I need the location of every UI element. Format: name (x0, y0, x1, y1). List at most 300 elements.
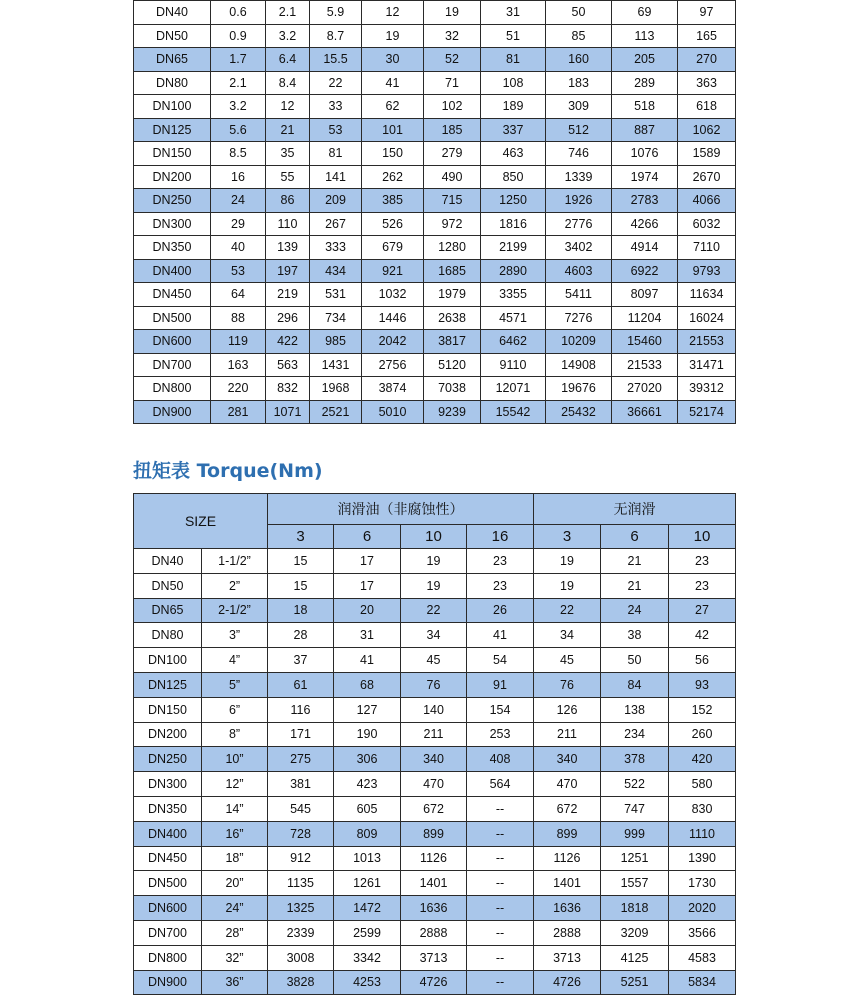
size-cell: DN400 (134, 821, 202, 846)
torque-value-cell: 3566 (669, 920, 736, 945)
torque-value-cell: 28 (268, 623, 334, 648)
torque-value-cell: -- (467, 871, 534, 896)
torque-value-cell: -- (467, 796, 534, 821)
value-cell: 33 (310, 95, 362, 119)
value-cell: 531 (310, 283, 362, 307)
torque-value-cell: 54 (467, 648, 534, 673)
torque-value-cell: 1636 (401, 896, 467, 921)
torque-value-cell: 1135 (268, 871, 334, 896)
inch-size-cell: 2-1/2” (202, 598, 268, 623)
table-row (134, 549, 736, 574)
table-row (134, 896, 736, 921)
size-cell: DN200 (134, 722, 202, 747)
torque-value-cell: 211 (401, 722, 467, 747)
torque-value-cell: 34 (534, 623, 601, 648)
value-cell: 41 (362, 71, 424, 95)
torque-value-cell: 23 (669, 549, 736, 574)
table-row (134, 796, 736, 821)
size-cell: DN500 (134, 306, 211, 330)
value-cell: 3402 (546, 236, 612, 260)
torque-value-cell: 564 (467, 772, 534, 797)
value-cell: 6032 (678, 212, 736, 236)
torque-value-cell: -- (467, 970, 534, 995)
value-cell: 5411 (546, 283, 612, 307)
torque-value-cell: 3828 (268, 970, 334, 995)
size-cell: DN100 (134, 648, 202, 673)
value-cell: 14908 (546, 353, 612, 377)
torque-value-cell: 45 (401, 648, 467, 673)
table-row (134, 118, 736, 142)
value-cell: 1250 (481, 189, 546, 213)
torque-value-cell: 24 (601, 598, 669, 623)
torque-value-cell: 2339 (268, 920, 334, 945)
value-cell: 296 (266, 306, 310, 330)
torque-value-cell: 470 (534, 772, 601, 797)
value-cell: 209 (310, 189, 362, 213)
lubricated-group-header: 润滑油（非腐蚀性） (268, 494, 534, 525)
value-cell: 1685 (424, 259, 481, 283)
value-cell: 183 (546, 71, 612, 95)
table-row (134, 212, 736, 236)
torque-value-cell: 340 (401, 747, 467, 772)
torque-value-cell: 21 (601, 549, 669, 574)
torque-value-cell: -- (467, 920, 534, 945)
value-cell: 1032 (362, 283, 424, 307)
torque-value-cell: 27 (669, 598, 736, 623)
value-cell: 19676 (546, 377, 612, 401)
value-cell: 1446 (362, 306, 424, 330)
torque-value-cell: 381 (268, 772, 334, 797)
torque-value-cell: 3209 (601, 920, 669, 945)
value-cell: 8.4 (266, 71, 310, 95)
torque-value-cell: 116 (268, 697, 334, 722)
value-cell: 887 (612, 118, 678, 142)
torque-value-cell: 423 (334, 772, 401, 797)
value-cell: 1926 (546, 189, 612, 213)
value-cell: 15542 (481, 400, 546, 424)
size-cell: DN500 (134, 871, 202, 896)
value-cell: 53 (211, 259, 266, 283)
torque-value-cell: 275 (268, 747, 334, 772)
inch-size-cell: 8” (202, 722, 268, 747)
torque-value-cell: 20 (334, 598, 401, 623)
torque-value-cell: 3713 (534, 945, 601, 970)
torque-value-cell: 19 (534, 549, 601, 574)
value-cell: 55 (266, 165, 310, 189)
torque-value-cell: 1126 (401, 846, 467, 871)
value-cell: 9793 (678, 259, 736, 283)
value-cell: 6.4 (266, 48, 310, 72)
value-cell: 1280 (424, 236, 481, 260)
value-cell: 2.1 (211, 71, 266, 95)
size-cell: DN700 (134, 920, 202, 945)
inch-size-cell: 16” (202, 821, 268, 846)
value-cell: 1071 (266, 400, 310, 424)
torque-value-cell: 2020 (669, 896, 736, 921)
torque-value-cell: 830 (669, 796, 736, 821)
size-cell: DN350 (134, 236, 211, 260)
torque-value-cell: 1730 (669, 871, 736, 896)
table-row (134, 377, 736, 401)
torque-value-cell: 340 (534, 747, 601, 772)
inch-size-cell: 36” (202, 970, 268, 995)
pressure-header: 6 (334, 525, 401, 549)
size-cell: DN300 (134, 772, 202, 797)
torque-value-cell: 26 (467, 598, 534, 623)
value-cell: 563 (266, 353, 310, 377)
value-cell: 160 (546, 48, 612, 72)
table-row (134, 648, 736, 673)
value-cell: 7110 (678, 236, 736, 260)
table-row (134, 400, 736, 424)
value-cell: 8.7 (310, 24, 362, 48)
table-row (134, 821, 736, 846)
value-cell: 5.9 (310, 1, 362, 25)
size-cell: DN800 (134, 945, 202, 970)
value-cell: 5010 (362, 400, 424, 424)
size-cell: DN150 (134, 142, 211, 166)
torque-value-cell: 22 (401, 598, 467, 623)
table-row (134, 697, 736, 722)
torque-value-cell: 1126 (534, 846, 601, 871)
torque-value-cell: 899 (534, 821, 601, 846)
torque-value-cell: 1557 (601, 871, 669, 896)
value-cell: 4066 (678, 189, 736, 213)
size-cell: DN300 (134, 212, 211, 236)
value-cell: 7276 (546, 306, 612, 330)
value-cell: 3.2 (211, 95, 266, 119)
inch-size-cell: 1-1/2” (202, 549, 268, 574)
value-cell: 463 (481, 142, 546, 166)
size-cell: DN700 (134, 353, 211, 377)
torque-value-cell: 23 (467, 573, 534, 598)
value-cell: 1062 (678, 118, 736, 142)
torque-value-cell: 38 (601, 623, 669, 648)
torque-value-cell: 17 (334, 549, 401, 574)
torque-value-cell: 580 (669, 772, 736, 797)
pressure-header: 3 (268, 525, 334, 549)
torque-value-cell: 4583 (669, 945, 736, 970)
torque-value-cell: 127 (334, 697, 401, 722)
size-cell: DN65 (134, 48, 211, 72)
value-cell: 189 (481, 95, 546, 119)
value-cell: 62 (362, 95, 424, 119)
torque-value-cell: 1636 (534, 896, 601, 921)
value-cell: 35 (266, 142, 310, 166)
torque-value-cell: 2888 (534, 920, 601, 945)
table-row (134, 189, 736, 213)
value-cell: 36661 (612, 400, 678, 424)
inch-size-cell: 28” (202, 920, 268, 945)
torque-value-cell: 23 (669, 573, 736, 598)
table-row (134, 598, 736, 623)
value-cell: 422 (266, 330, 310, 354)
torque-value-cell: -- (467, 846, 534, 871)
torque-value-cell: 34 (401, 623, 467, 648)
torque-value-cell: 378 (601, 747, 669, 772)
torque-value-cell: 728 (268, 821, 334, 846)
pressure-header: 10 (401, 525, 467, 549)
torque-value-cell: 1401 (534, 871, 601, 896)
table-row (134, 283, 736, 307)
size-cell: DN250 (134, 747, 202, 772)
value-cell: 279 (424, 142, 481, 166)
torque-value-cell: 3713 (401, 945, 467, 970)
dry-group-header: 无润滑 (534, 494, 736, 525)
value-cell: 25432 (546, 400, 612, 424)
value-cell: 4571 (481, 306, 546, 330)
torque-value-cell: 19 (534, 573, 601, 598)
value-cell: 220 (211, 377, 266, 401)
inch-size-cell: 20” (202, 871, 268, 896)
value-cell: 205 (612, 48, 678, 72)
torque-value-cell: 76 (534, 672, 601, 697)
value-cell: 972 (424, 212, 481, 236)
value-cell: 81 (481, 48, 546, 72)
size-cell: DN250 (134, 189, 211, 213)
value-cell: 0.9 (211, 24, 266, 48)
value-cell: 29 (211, 212, 266, 236)
torque-value-cell: 84 (601, 672, 669, 697)
torque-value-cell: 190 (334, 722, 401, 747)
table-row (134, 24, 736, 48)
table-row (134, 623, 736, 648)
torque-value-cell: 4726 (401, 970, 467, 995)
inch-size-cell: 32” (202, 945, 268, 970)
torque-value-cell: -- (467, 896, 534, 921)
value-cell: 31 (481, 1, 546, 25)
torque-value-cell: 545 (268, 796, 334, 821)
torque-value-cell: 171 (268, 722, 334, 747)
size-cell: DN200 (134, 165, 211, 189)
value-cell: 31471 (678, 353, 736, 377)
table-row (134, 772, 736, 797)
inch-size-cell: 14” (202, 796, 268, 821)
value-cell: 1816 (481, 212, 546, 236)
value-cell: 22 (310, 71, 362, 95)
torque-value-cell: 522 (601, 772, 669, 797)
torque-value-cell: 234 (601, 722, 669, 747)
value-cell: 1431 (310, 353, 362, 377)
torque-value-cell: 126 (534, 697, 601, 722)
value-cell: 9110 (481, 353, 546, 377)
value-cell: 2783 (612, 189, 678, 213)
value-cell: 219 (266, 283, 310, 307)
value-cell: 2638 (424, 306, 481, 330)
torque-value-cell: 56 (669, 648, 736, 673)
value-cell: 1968 (310, 377, 362, 401)
value-cell: 12 (362, 1, 424, 25)
torque-value-cell: 37 (268, 648, 334, 673)
value-cell: 39312 (678, 377, 736, 401)
value-cell: 50 (546, 1, 612, 25)
value-cell: 10209 (546, 330, 612, 354)
size-cell: DN40 (134, 1, 211, 25)
value-cell: 64 (211, 283, 266, 307)
table-row (134, 747, 736, 772)
torque-value-cell: 1261 (334, 871, 401, 896)
value-cell: 7038 (424, 377, 481, 401)
size-cell: DN450 (134, 846, 202, 871)
torque-value-cell: 260 (669, 722, 736, 747)
value-cell: 2521 (310, 400, 362, 424)
torque-value-cell: 21 (601, 573, 669, 598)
torque-value-cell: 50 (601, 648, 669, 673)
value-cell: 5120 (424, 353, 481, 377)
size-cell: DN450 (134, 283, 211, 307)
value-cell: 8.5 (211, 142, 266, 166)
value-cell: 985 (310, 330, 362, 354)
table-row (134, 330, 736, 354)
torque-value-cell: 22 (534, 598, 601, 623)
size-cell: DN350 (134, 796, 202, 821)
pressure-header: 6 (601, 525, 669, 549)
table-row (134, 871, 736, 896)
value-cell: 139 (266, 236, 310, 260)
value-cell: 4603 (546, 259, 612, 283)
value-cell: 108 (481, 71, 546, 95)
inch-size-cell: 10” (202, 747, 268, 772)
torque-value-cell: 42 (669, 623, 736, 648)
table-row (134, 846, 736, 871)
torque-value-cell: 154 (467, 697, 534, 722)
value-cell: 6462 (481, 330, 546, 354)
torque-value-cell: 91 (467, 672, 534, 697)
torque-value-cell: 1401 (401, 871, 467, 896)
value-cell: 51 (481, 24, 546, 48)
inch-size-cell: 24” (202, 896, 268, 921)
value-cell: 832 (266, 377, 310, 401)
torque-value-cell: -- (467, 821, 534, 846)
value-cell: 333 (310, 236, 362, 260)
value-cell: 4266 (612, 212, 678, 236)
value-cell: 1979 (424, 283, 481, 307)
value-cell: 921 (362, 259, 424, 283)
value-cell: 101 (362, 118, 424, 142)
torque-value-cell: 152 (669, 697, 736, 722)
value-cell: 518 (612, 95, 678, 119)
table-row (134, 71, 736, 95)
value-cell: 2890 (481, 259, 546, 283)
value-cell: 490 (424, 165, 481, 189)
value-cell: 6922 (612, 259, 678, 283)
value-cell: 97 (678, 1, 736, 25)
size-cell: DN50 (134, 24, 211, 48)
table-row (134, 95, 736, 119)
value-cell: 289 (612, 71, 678, 95)
value-cell: 81 (310, 142, 362, 166)
value-cell: 163 (211, 353, 266, 377)
value-cell: 2670 (678, 165, 736, 189)
value-cell: 1589 (678, 142, 736, 166)
torque-value-cell: 93 (669, 672, 736, 697)
value-cell: 267 (310, 212, 362, 236)
torque-value-cell: 41 (467, 623, 534, 648)
value-cell: 185 (424, 118, 481, 142)
value-cell: 1339 (546, 165, 612, 189)
value-cell: 15460 (612, 330, 678, 354)
value-cell: 3355 (481, 283, 546, 307)
size-cell: DN150 (134, 697, 202, 722)
inch-size-cell: 2” (202, 573, 268, 598)
value-cell: 3.2 (266, 24, 310, 48)
value-cell: 0.6 (211, 1, 266, 25)
table-row (134, 573, 736, 598)
torque-table (133, 493, 736, 995)
table-row (134, 970, 736, 995)
value-cell: 1974 (612, 165, 678, 189)
torque-table-body (134, 549, 736, 995)
flow-coefficient-table (133, 0, 736, 424)
value-cell: 15.5 (310, 48, 362, 72)
value-cell: 12 (266, 95, 310, 119)
value-cell: 30 (362, 48, 424, 72)
table-row (134, 48, 736, 72)
value-cell: 337 (481, 118, 546, 142)
size-cell: DN125 (134, 672, 202, 697)
value-cell: 119 (211, 330, 266, 354)
size-cell: DN800 (134, 377, 211, 401)
torque-value-cell: 19 (401, 573, 467, 598)
torque-value-cell: 1325 (268, 896, 334, 921)
table-row (134, 165, 736, 189)
inch-size-cell: 5” (202, 672, 268, 697)
value-cell: 11634 (678, 283, 736, 307)
value-cell: 11204 (612, 306, 678, 330)
table-row (134, 945, 736, 970)
value-cell: 850 (481, 165, 546, 189)
value-cell: 52 (424, 48, 481, 72)
value-cell: 21553 (678, 330, 736, 354)
value-cell: 141 (310, 165, 362, 189)
torque-value-cell: 1818 (601, 896, 669, 921)
torque-value-cell: 76 (401, 672, 467, 697)
pressure-header: 3 (534, 525, 601, 549)
torque-value-cell: 1390 (669, 846, 736, 871)
value-cell: 12071 (481, 377, 546, 401)
value-cell: 88 (211, 306, 266, 330)
torque-value-cell: 138 (601, 697, 669, 722)
inch-size-cell: 4” (202, 648, 268, 673)
torque-value-cell: 23 (467, 549, 534, 574)
torque-value-cell: 45 (534, 648, 601, 673)
value-cell: 27020 (612, 377, 678, 401)
value-cell: 1.7 (211, 48, 266, 72)
flow-table-body (134, 1, 736, 424)
size-cell: DN600 (134, 330, 211, 354)
torque-value-cell: 408 (467, 747, 534, 772)
value-cell: 2756 (362, 353, 424, 377)
value-cell: 40 (211, 236, 266, 260)
value-cell: 734 (310, 306, 362, 330)
value-cell: 85 (546, 24, 612, 48)
torque-header-row-1 (134, 494, 736, 525)
torque-value-cell: 999 (601, 821, 669, 846)
torque-value-cell: 4726 (534, 970, 601, 995)
value-cell: 2199 (481, 236, 546, 260)
value-cell: 2.1 (266, 1, 310, 25)
torque-value-cell: 68 (334, 672, 401, 697)
torque-value-cell: 672 (534, 796, 601, 821)
value-cell: 618 (678, 95, 736, 119)
value-cell: 113 (612, 24, 678, 48)
size-cell: DN125 (134, 118, 211, 142)
torque-value-cell: 4253 (334, 970, 401, 995)
torque-value-cell: 1472 (334, 896, 401, 921)
torque-value-cell: 747 (601, 796, 669, 821)
torque-value-cell: 1013 (334, 846, 401, 871)
value-cell: 165 (678, 24, 736, 48)
